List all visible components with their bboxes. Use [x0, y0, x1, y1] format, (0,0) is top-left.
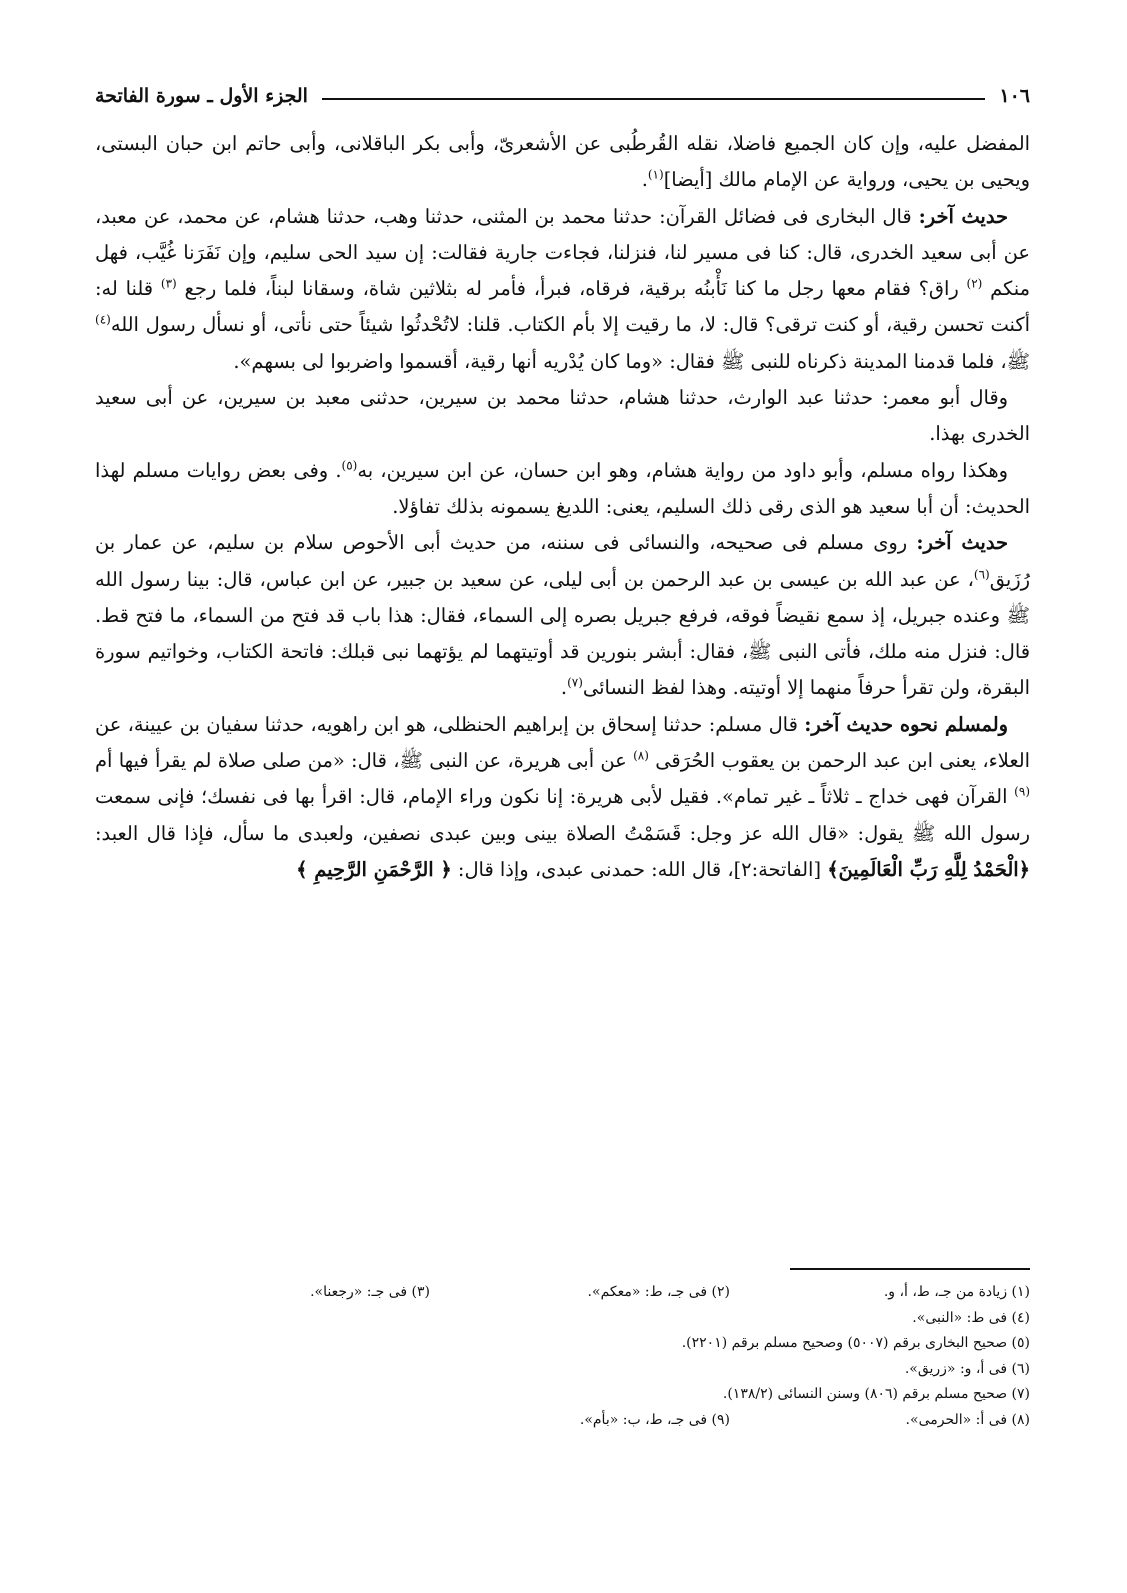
quran-verse-2: ﴿ الرَّحْمَنِ الرَّحِيمِ ﴾ [296, 857, 452, 881]
paragraph-1-text: المفضل عليه، وإن كان الجميع فاضلا، نقله القُرطُبى عن الأشعرىّ، وأبى بكر الباقلانى، وأبى حاتم ابن حبان البستى، ويحيى بن يحيى، ورواية عن الإمام مالك [أيضا] [95, 132, 1030, 192]
main-text [95, 126, 1030, 888]
footnote-ref-9: (٩) [1014, 784, 1030, 799]
paragraph-1 [95, 126, 1030, 199]
header-rule [322, 98, 985, 100]
footnote-row [95, 1382, 1030, 1408]
paragraph-2-text-c: قلنا له: أكنت تحسن رقية، أو كنت ترقى؟ قال: لا، ما رقيت إلا بأم الكتاب. قلنا: لاتُحْدثُوا شيئاً حتى نأتى، أو نسأل رسول الله [95, 277, 1030, 337]
footnote-1: (١) زيادة من جـ، ط، أ، و. [883, 1284, 1030, 1300]
footnote-7: (٧) صحيح مسلم برقم (٨٠٦) وسنن النسائى (١٣٨/٢). [722, 1386, 1030, 1402]
footnote-ref-2: (٢) [966, 276, 983, 291]
footnote-6: (٦) فى أ، و: «زريق». [904, 1360, 1030, 1377]
paragraph-2-text-b: راق؟ فقام معها رجل ما كنا نَأْبنُه برقية، فرقاه، فبرأ، فأمر له بثلاثين شاة، وسقانا لبناً، فلما رجع [176, 277, 967, 301]
running-header [95, 78, 1030, 114]
footnote-row [95, 1280, 1030, 1306]
footnote-9: (٩) فى جـ، ط، ب: «بأم». [579, 1411, 730, 1428]
footnotes [95, 1280, 1030, 1433]
footnote-ref-3: (٣) [160, 276, 177, 291]
paragraph-4 [95, 453, 1030, 526]
paragraph-6-text-c: القرآن فهى خداج ـ ثلاثاً ـ غير تمام». فقيل لأبى هريرة: إنا نكون وراء الإمام، قال: اقرأ بها فى نفسك؛ فإنى سمعت رسول الله ﷺ يقول: «قال الله عز وجل: قَسَمْتُ الصلاة بينى وبين عبدى نصفين، ولعبدى ما سأل، فإذا قال العبد: [95, 785, 1030, 845]
paragraph-2-heading: حديث آخر: [918, 204, 1008, 228]
paragraph-2-text-d: ﷺ، فلما قدمنا المدينة ذكرناه للنبى ﷺ فقال: «وما كان يُدْريه أنها رقية، أقسموا واضربوا لى بسهم». [233, 349, 1030, 373]
footnote-ref-4: (٤) [95, 313, 111, 328]
paragraph-1-end: . [641, 168, 648, 192]
footnote-ref-1: (١) [647, 167, 664, 182]
page-number: ١٠٦ [999, 85, 1030, 107]
paragraph-2 [95, 199, 1030, 380]
paragraph-5-heading: حديث آخر: [916, 531, 1008, 555]
footnote-4: (٤) فى ط: «النبى». [912, 1309, 1030, 1326]
footnote-2: (٢) فى جـ، ط: «معكم». [587, 1284, 730, 1300]
paragraph-5-text-b: ، عن عبد الله بن عيسى بن عبد الرحمن بن أبى ليلى، عن سعيد بن جبير، عن ابن عباس، قال: بينا رسول الله ﷺ وعنده جبريل، إذ سمع نقيضاً فوقه، فرفع جبريل بصره إلى السماء، فقال: هذا باب قد فتح من السماء، ما فتح قط. قال: فنزل منه ملك، فأتى النبى ﷺ، فقال: أبشر بنورين قد أوتيتهما لم يؤتهما نبى قبلك: فاتحة الكتاب، وخواتيم سورة البقرة، ولن تقرأ حرفاً منهما إلا أوتيته. وهذا لفظ النسائى [95, 567, 1030, 700]
paragraph-4-text-a: وهكذا رواه مسلم، وأبو داود من رواية هشام، وهو ابن حسان، عن ابن سيرين، به [357, 458, 1008, 482]
footnote-ref-5: (٥) [341, 458, 358, 473]
footnote-separator [790, 1268, 1030, 1270]
paragraph-2-text-a: قال البخارى فى فضائل القرآن: حدثنا محمد بن المثنى، حدثنا وهب، حدثنا هشام، عن محمد، عن معبد، عن أبى سعيد الخدرى، قال: كنا فى مسير لنا، فنزلنا، فجاءت جارية فقالت: إن سيد الحى سليم، وإن نَفَرَنا غُيَّب، فهل منكم [95, 204, 1030, 301]
footnote-row [95, 1306, 1030, 1332]
footnote-5: (٥) صحيح البخارى برقم (٥٠٠٧) وصحيح مسلم برقم (٢٢٠١). [681, 1335, 1030, 1351]
footnote-3: (٣) فى جـ: «رجعنا». [310, 1284, 430, 1300]
paragraph-5 [95, 525, 1030, 706]
paragraph-6-text-b: عن أبى هريرة، عن النبى ﷺ، قال: «من صلى صلاة لم يقرأ فيها أم [95, 749, 634, 773]
paragraph-3: وقال أبو معمر: حدثنا عبد الوارث، حدثنا هشام، حدثنا محمد بن سيرين، حدثنى معبد بن سيرين، عن أبى سعيد الخدرى بهذا. [95, 386, 1030, 446]
paragraph-6-text-d: [الفاتحة:٢]، قال الله: حمدنى عبدى، وإذا قال: [451, 857, 828, 881]
footnote-row [95, 1331, 1030, 1357]
running-title: الجزء الأول ـ سورة الفاتحة [95, 85, 308, 107]
book-page [95, 78, 1030, 1558]
footnote-8: (٨) فى أ: «الحرمى». [905, 1411, 1030, 1428]
footnote-ref-8: (٨) [633, 748, 649, 763]
paragraph-6 [95, 707, 1030, 888]
footnote-ref-7: (٧) [567, 675, 583, 690]
paragraph-6-heading: ولمسلم نحوه حديث آخر: [804, 712, 1009, 736]
paragraph-5-text-a: روى مسلم فى صحيحه، والنسائى فى سننه، من حديث أبى الأحوص سلام بن سليم، عن عمار بن رُزَيق [95, 531, 1030, 591]
quran-verse-1: ﴿الْحَمْدُ لِلَّهِ رَبِّ الْعَالَمِينَ﴾ [827, 857, 1030, 881]
footnote-row [95, 1408, 1030, 1434]
footnote-row [95, 1357, 1030, 1383]
paragraph-4-text-b: . وفى بعض روايات مسلم لهذا الحديث: أن أبا سعيد هو الذى رقى ذلك السليم، يعنى: اللديغ يسمونه بذلك تفاؤلا. [95, 458, 1030, 518]
paragraph-6-text-a: قال مسلم: حدثنا إسحاق بن إبراهيم الحنظلى، هو ابن راهويه، حدثنا سفيان بن عيينة، عن العلاء، يعنى ابن عبد الرحمن بن يعقوب الحُرَقى [95, 712, 1030, 773]
footnote-ref-6: (٦) [973, 567, 990, 582]
paragraph-5-end: . [560, 676, 568, 700]
